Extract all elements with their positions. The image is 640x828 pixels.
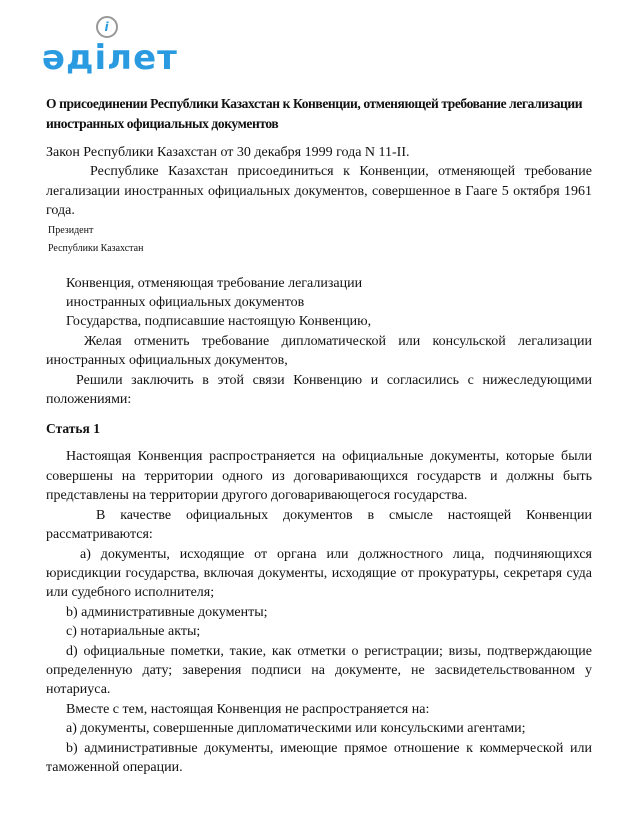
article-paragraph-3: Вместе с тем, настоящая Конвенция не распространяется на: <box>66 701 430 717</box>
law-line: Закон Республики Казахстан от 30 декабря 1999 года N 11-II. <box>46 145 410 160</box>
convention-decided: Решили заключить в этой связи Конвенцию и согласились с нижеследующими положениями: <box>46 372 592 408</box>
item-b: b) административные документы; <box>66 604 268 620</box>
document-title: О присоединении Республики Казахстан к Конвенции, отменяющей требование легализации иностранных официальных документов <box>46 96 583 131</box>
item-d: d) официальные пометки, такие, как отметки о регистрации; визы, подтверждающие определенную дату; заверения подписи на документе, не засвидетельствованном у нотариуса. <box>46 643 592 698</box>
adilet-logo: әділет i <box>42 38 178 78</box>
document-body <box>46 94 592 777</box>
signature-title: Президент <box>48 224 94 236</box>
signature-country: Республики Казахстан <box>48 242 144 254</box>
convention-parties: Государства, подписавшие настоящую Конвенцию, <box>66 314 372 330</box>
convention-name-1: Конвенция, отменяющая требование легализации <box>66 275 363 291</box>
item-a: а) документы, исходящие от органа или должностного лица, подчиняющихся юрисдикции государства, включая документы, исходящие от прокуратуры, секретаря суда или судебного исполнителя; <box>46 546 592 601</box>
convention-desire: Желая отменить требование дипломатической или консульской легализации иностранных официальных документов, <box>46 333 592 369</box>
intro-paragraph: Республике Казахстан присоединиться к Конвенции, отменяющей требование легализации иностранных официальных документов, совершенное в Гааге 5 октября 1961 года. <box>46 164 592 219</box>
exclusion-b: b) административные документы, имеющие прямое отношение к коммерческой или таможенной операции. <box>46 740 592 775</box>
item-c: с) нотариальные акты; <box>66 624 201 640</box>
convention-name-2: иностранных официальных документов <box>66 295 305 311</box>
article-paragraph-2: В качестве официальных документов в смысле настоящей Конвенции рассматриваются: <box>46 507 592 543</box>
magnifier-icon: i <box>96 16 118 38</box>
exclusion-a: а) документы, совершенные дипломатическими или консульскими агентами; <box>66 721 526 737</box>
article-paragraph-1: Настоящая Конвенция распространяется на официальные документы, которые были совершены на территории одного из договаривающихся государств и должны быть представлены на территории другого договаривающегося государства. <box>46 449 592 504</box>
article-heading: Статья 1 <box>46 421 100 437</box>
